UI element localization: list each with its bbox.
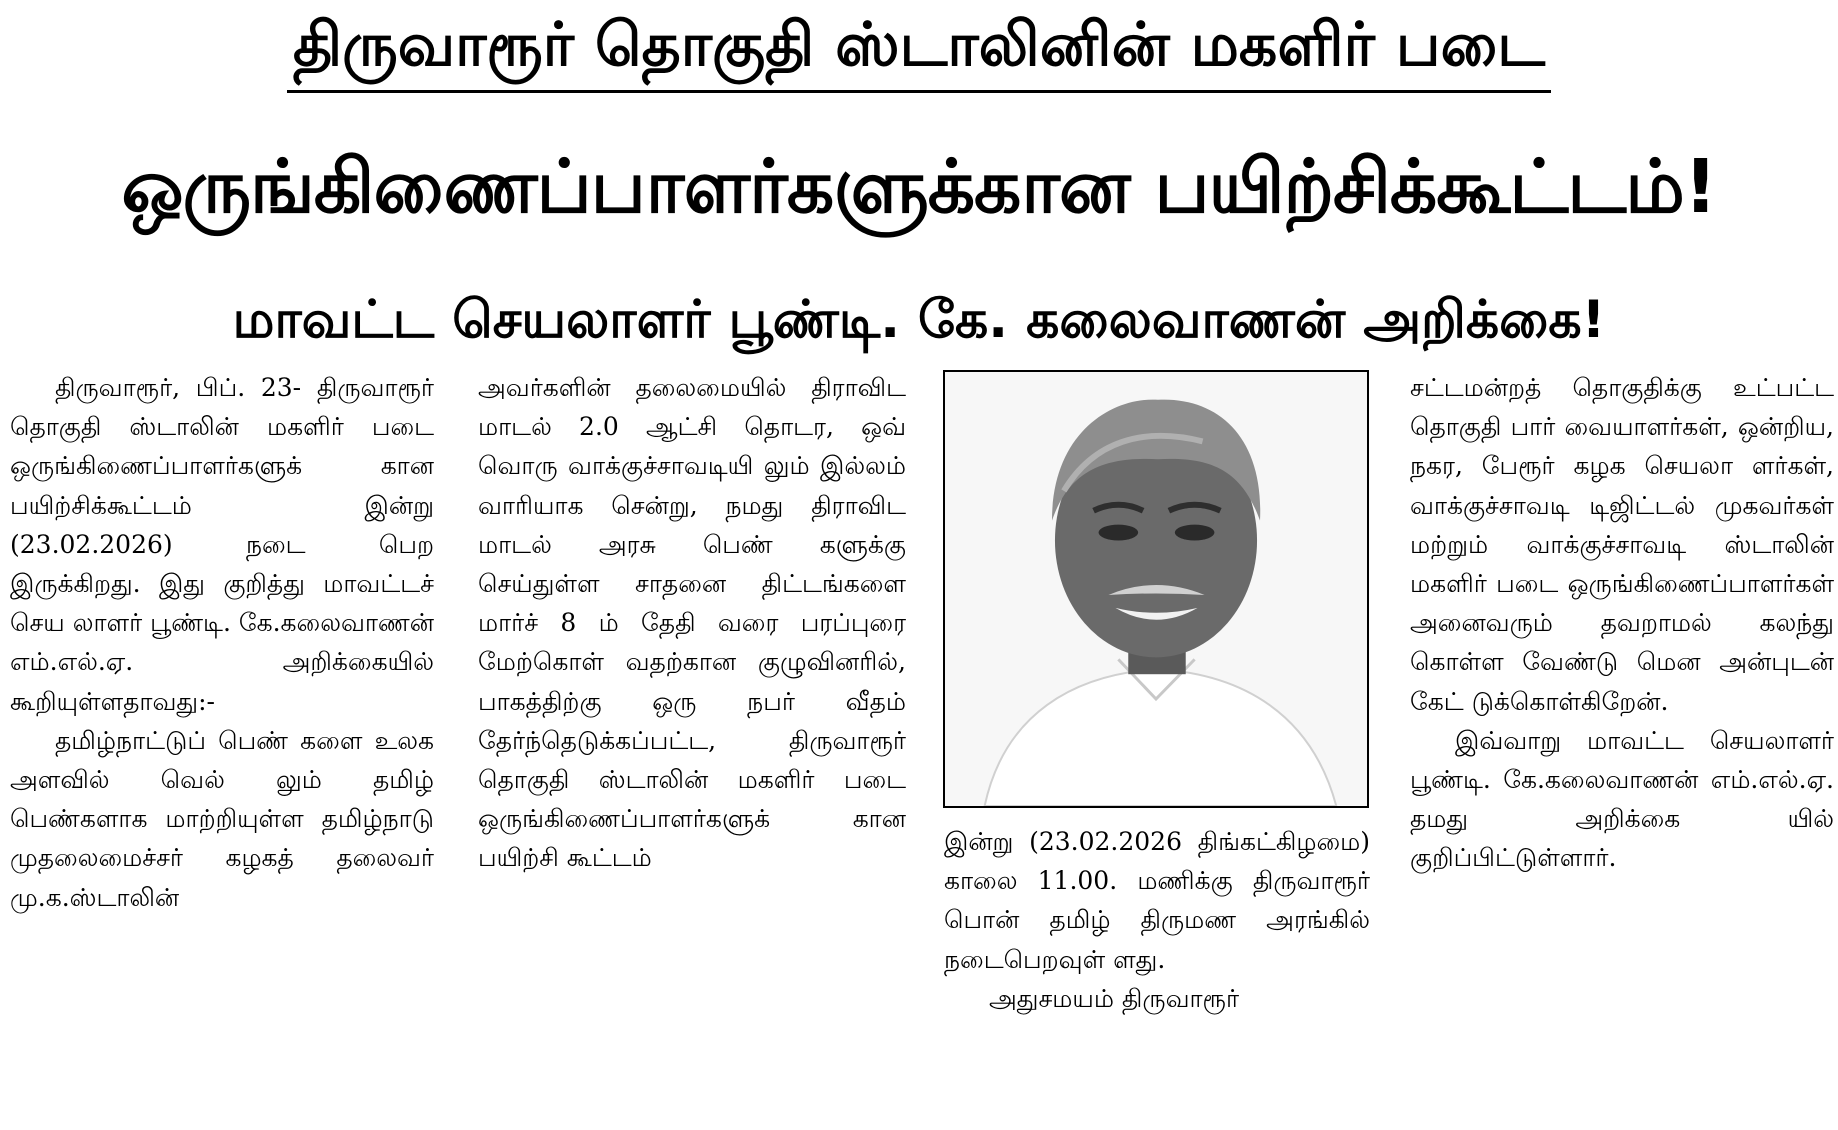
kicker-heading bbox=[0, 0, 1838, 93]
article-paragraph: அதுசமயம் திருவாரூர் bbox=[989, 983, 1240, 1013]
article-column-4 bbox=[1410, 368, 1834, 878]
subheadline: மாவட்ட செயலாளர் பூண்டி. கே. கலைவாணன் அறிக்கை! bbox=[232, 290, 1606, 350]
article-column-2 bbox=[478, 368, 906, 878]
article-paragraph: அவர்களின் தலைமையில் திராவிட மாடல் 2.0 ஆட்சி தொடர, ஒவ் வொரு வாக்குச்சாவடியி லும் இல்லம் வாரியாக சென்று, நமது திராவிட மாடல் அரசு பெண் களுக்கு செய்துள்ள சாதனை திட்டங்களை மார்ச் 8 ம் தேதி வரை பரப்புரை மேற்கொள் வதற்கான குழுவினரில், பாகத்திற்கு ஒரு நபர் வீதம் தேர்ந்தெடுக்கப்பட்ட, திருவாரூர் தொகுதி ஸ்டாலின் மகளிர் படை ஒருங்கிணைப்பாளர்களுக் கான பயிற்சி கூட்டம் bbox=[478, 373, 906, 873]
kicker-text: திருவாரூர் தொகுதி ஸ்டாலினின் மகளிர் படை bbox=[287, 0, 1551, 93]
article-column-1 bbox=[10, 368, 434, 917]
article-paragraph: திருவாரூர், பிப். 23- திருவாரூர் தொகுதி ஸ்டாலின் மகளிர் படை ஒருங்கிணைப்பாளர்களுக் கான பயிற்சிக்கூட்டம் இன்று (23.02.2026) நடை பெற இருக்கிறது. இது குறித்து மாவட்டச் செய லாளர் பூண்டி. கே.கலைவாணன் எம்.எல்.ஏ. அறிக்கையில் கூறியுள்ளதாவது:- bbox=[10, 373, 434, 716]
portrait-photo bbox=[943, 370, 1369, 808]
main-headline: ஒருங்கிணைப்பாளர்களுக்கான பயிற்சிக்கூட்டம்! bbox=[121, 144, 1717, 230]
portrait-image bbox=[945, 372, 1367, 806]
article-paragraph: இவ்வாறு மாவட்ட செயலாளர் பூண்டி. கே.கலைவாணன் எம்.எல்.ஏ. தமது அறிக்கை யில் குறிப்பிட்டுள்ளார். bbox=[1410, 725, 1834, 873]
article-column-3 bbox=[944, 822, 1370, 1018]
article-paragraph: தமிழ்நாட்டுப் பெண் களை உலக அளவில் வெல் லும் தமிழ் பெண்களாக மாற்றியுள்ள தமிழ்நாடு முதலைமைச்சர் கழகத் தலைவர் மு.க.ஸ்டாலின் bbox=[10, 725, 434, 912]
article-paragraph: இன்று (23.02.2026 திங்கட்கிழமை) காலை 11.00. மணிக்கு திருவாரூர் பொன் தமிழ் திருமண அரங்கில் நடைபெறவுள் ளது. bbox=[944, 827, 1370, 974]
article-paragraph: சட்டமன்றத் தொகுதிக்கு உட்பட்ட தொகுதி பார் வையாளர்கள், ஒன்றிய, நகர, பேரூர் கழக செயலா ளர்கள், வாக்குச்சாவடி டிஜிட்டல் முகவர்கள் மற்றும் வாக்குச்சாவடி ஸ்டாலின் மகளிர் படை ஒருங்கிணைப்பாளர்கள் அனைவரும் தவறாமல் கலந்து கொள்ள வேண்டு மென அன்புடன் கேட் டுக்கொள்கிறேன். bbox=[1410, 373, 1834, 716]
